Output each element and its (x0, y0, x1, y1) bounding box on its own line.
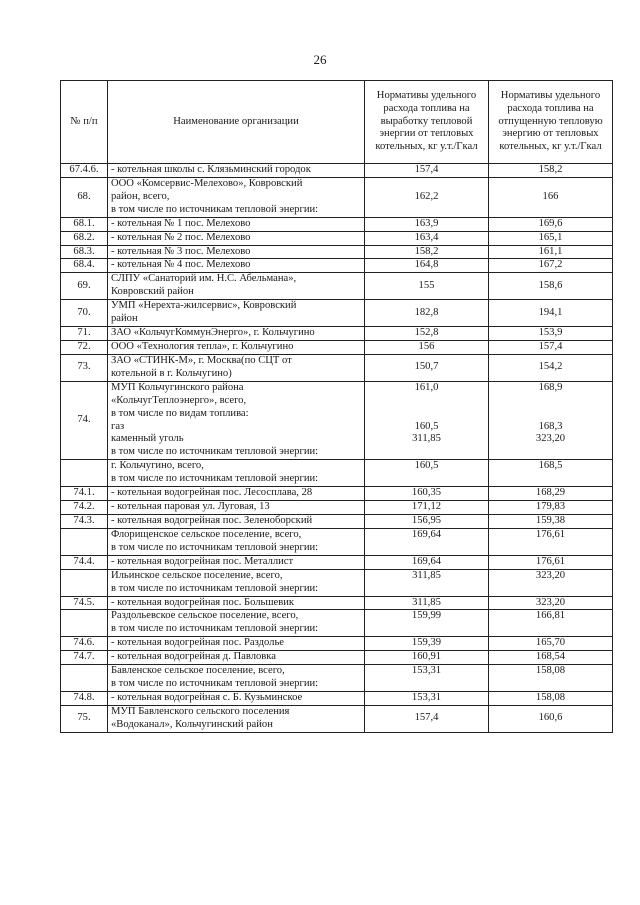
organization-name-line: МУП Бавленского сельского поселения (111, 705, 290, 717)
released-norm (489, 637, 613, 651)
organization-name-line: - котельная водогрейная пос. Большевик (111, 596, 295, 608)
released-norm-value (492, 542, 609, 555)
released-norm (489, 327, 613, 341)
organization-name (108, 245, 365, 259)
production-norm (365, 596, 489, 610)
organization-name (108, 460, 365, 487)
organization-name (108, 555, 365, 569)
released-norm (489, 501, 613, 515)
row-number: 69. (61, 273, 108, 300)
table-row (61, 691, 613, 705)
released-norm-value: 165,1 (538, 231, 563, 243)
released-norm-value: 153,9 (538, 327, 563, 339)
released-norm-value: 168,29 (535, 487, 566, 499)
released-norm (489, 514, 613, 528)
table-row (61, 528, 613, 555)
row-number: 75. (61, 705, 108, 732)
production-norm-value: 311,85 (412, 596, 441, 608)
released-norm (489, 231, 613, 245)
production-norm (365, 340, 489, 354)
organization-name (108, 528, 365, 555)
production-norm (365, 705, 489, 732)
table-row (61, 177, 613, 217)
production-norm-value (368, 446, 485, 459)
production-norm-value: 160,91 (411, 651, 442, 663)
production-norm (365, 259, 489, 273)
production-norm-value: 160,5 (414, 420, 439, 432)
row-number: 72. (61, 340, 108, 354)
released-norm (489, 300, 613, 327)
production-norm-value: 164,8 (414, 259, 439, 271)
organization-name (108, 514, 365, 528)
row-number: 74.4. (61, 555, 108, 569)
table-row (61, 596, 613, 610)
production-norm-value: 156,95 (411, 514, 442, 526)
released-norm (489, 555, 613, 569)
row-number: 74. (61, 381, 108, 460)
production-norm-value: 169,64 (411, 555, 442, 567)
production-norm-value: 157,4 (414, 712, 439, 724)
organization-name-line: МУП Кольчугинского района (111, 381, 244, 393)
table-row (61, 610, 613, 637)
production-norm (365, 245, 489, 259)
production-norm (365, 300, 489, 327)
norms-table (60, 80, 613, 733)
released-norm-value: 176,61 (535, 528, 566, 540)
released-norm-value: 194,1 (538, 306, 563, 318)
organization-name-line: ООО «Комсервис-Мелехово», Ковровский (111, 177, 303, 189)
released-norm-value (492, 408, 609, 421)
organization-name-line: - котельная № 1 пос. Мелехово (111, 217, 251, 229)
organization-name-line: в том числе по источникам тепловой энергии: (111, 203, 319, 215)
organization-name-line: Флорищенское сельское поселение, всего, (111, 528, 302, 540)
production-norm-value (368, 583, 485, 596)
organization-name-line: ЗАО «СТИНК-М», г. Москва(по СЦТ от (111, 354, 292, 366)
production-norm (365, 460, 489, 487)
organization-name-line: ООО «Технология тепла», г. Кольчугино (111, 340, 294, 352)
organization-name-line: каменный уголь (111, 433, 184, 445)
released-norm (489, 340, 613, 354)
organization-name-line: в том числе по источникам тепловой энергии: (111, 582, 319, 594)
released-norm-value: 168,54 (535, 651, 566, 663)
organization-name-line: - котельная № 2 пос. Мелехово (111, 231, 251, 243)
row-number: 71. (61, 327, 108, 341)
production-norm-value: 160,5 (414, 460, 439, 472)
production-norm (365, 177, 489, 217)
production-norm (365, 555, 489, 569)
row-number (61, 528, 108, 555)
production-norm (365, 610, 489, 637)
released-norm-value: 169,6 (538, 217, 563, 229)
production-norm-value: 163,9 (414, 217, 439, 229)
organization-name-line: в том числе по источникам тепловой энергии: (111, 541, 319, 553)
organization-name-line: Раздольевское сельское поселение, всего, (111, 610, 299, 622)
released-norm (489, 528, 613, 555)
table-header-row (61, 81, 613, 164)
organization-name-line: в том числе по источникам тепловой энергии: (111, 623, 319, 635)
row-number: 68.2. (61, 231, 108, 245)
released-norm (489, 665, 613, 692)
released-norm-value: 165,70 (535, 637, 566, 649)
released-norm (489, 651, 613, 665)
released-norm-value (492, 678, 609, 691)
production-norm (365, 354, 489, 381)
table-row (61, 245, 613, 259)
organization-name (108, 610, 365, 637)
released-norm-value: 159,38 (535, 514, 566, 526)
table-body (61, 164, 613, 733)
released-norm-value: 160,6 (538, 712, 563, 724)
released-norm-value: 154,2 (538, 361, 563, 373)
organization-name-line: - котельная водогрейная пос. Раздолье (111, 637, 284, 649)
production-norm-value: 156 (418, 340, 435, 352)
released-norm (489, 245, 613, 259)
organization-name (108, 340, 365, 354)
released-norm-value (492, 473, 609, 486)
organization-name-line: УМП «Нерехта-жилсервис», Ковровский (111, 300, 297, 312)
production-norm-value: 150,7 (414, 361, 439, 373)
released-norm (489, 273, 613, 300)
header-num: № п/п (61, 81, 108, 164)
production-norm (365, 381, 489, 460)
released-norm-value: 179,83 (535, 501, 566, 513)
production-norm-value: 171,12 (411, 501, 442, 513)
released-norm-value (492, 446, 609, 459)
organization-name-line: «КольчугТеплоэнерго», всего, (111, 394, 247, 406)
organization-name (108, 596, 365, 610)
organization-name (108, 487, 365, 501)
organization-name (108, 569, 365, 596)
row-number (61, 665, 108, 692)
organization-name (108, 637, 365, 651)
released-norm-value: 166 (542, 190, 559, 202)
table-row (61, 381, 613, 460)
row-number: 74.7. (61, 651, 108, 665)
organization-name-line: Ковровский район (111, 286, 194, 298)
row-number: 74.8. (61, 691, 108, 705)
table-row (61, 569, 613, 596)
production-norm-value: 182,8 (414, 306, 439, 318)
production-norm (365, 637, 489, 651)
organization-name (108, 665, 365, 692)
production-norm-value: 163,4 (414, 231, 439, 243)
organization-name-line: - котельная водогрейная д. Павловка (111, 651, 276, 663)
production-norm (365, 691, 489, 705)
row-number: 70. (61, 300, 108, 327)
row-number: 74.2. (61, 501, 108, 515)
organization-name-line: - котельная водогрейная пос. Металлист (111, 555, 294, 567)
table-row (61, 340, 613, 354)
production-norm-value: 161,0 (414, 381, 439, 393)
organization-name-line: «Водоканал», Кольчугинский район (111, 718, 273, 730)
organization-name (108, 381, 365, 460)
production-norm (365, 231, 489, 245)
released-norm-value: 158,08 (535, 665, 566, 677)
header-production-norm: Нормативы удельного расхода топлива на выработку тепловой энергии от тепловых котельных, кг у.т./Гкал (365, 81, 489, 164)
released-norm-value (492, 395, 609, 408)
table-row (61, 637, 613, 651)
released-norm-value: 157,4 (538, 340, 563, 352)
organization-name-line: - котельная № 4 пос. Мелехово (111, 259, 251, 271)
organization-name-line: в том числе по источникам тепловой энергии: (111, 678, 319, 690)
organization-name-line: район (111, 313, 138, 325)
released-norm-value: 168,9 (538, 381, 563, 393)
released-norm-value: 168,5 (538, 460, 563, 472)
production-norm (365, 651, 489, 665)
released-norm (489, 596, 613, 610)
released-norm (489, 217, 613, 231)
table-row (61, 217, 613, 231)
organization-name (108, 273, 365, 300)
released-norm (489, 691, 613, 705)
organization-name-line: в том числе по видам топлива: (111, 407, 249, 419)
production-norm-value: 157,4 (414, 164, 439, 175)
released-norm-value: 323,20 (535, 596, 566, 608)
released-norm (489, 381, 613, 460)
organization-name-line: - котельная водогрейная пос. Лесосплава, 28 (111, 487, 313, 499)
row-number: 68.4. (61, 259, 108, 273)
organization-name-line: район, всего, (111, 190, 170, 202)
production-norm-value: 159,99 (411, 610, 442, 622)
row-number: 68.1. (61, 217, 108, 231)
table-row (61, 460, 613, 487)
organization-name-line: - котельная водогрейная с. Б. Кузьминское (111, 691, 303, 703)
table-row (61, 665, 613, 692)
released-norm-value: 167,2 (538, 259, 563, 271)
production-norm-value: 158,2 (414, 245, 439, 257)
organization-name-line: - котельная паровая ул. Луговая, 13 (111, 501, 270, 513)
row-number: 74.1. (61, 487, 108, 501)
row-number: 68.3. (61, 245, 108, 259)
released-norm-value: 158,6 (538, 279, 563, 291)
row-number: 67.4.6. (61, 164, 108, 178)
released-norm (489, 610, 613, 637)
production-norm-value: 153,31 (411, 691, 442, 703)
production-norm-value (368, 623, 485, 636)
production-norm (365, 665, 489, 692)
organization-name (108, 651, 365, 665)
released-norm-value: 158,2 (538, 164, 563, 175)
released-norm-value: 166,81 (535, 610, 566, 622)
production-norm (365, 217, 489, 231)
page-number: 26 (313, 52, 327, 67)
released-norm-value (492, 623, 609, 636)
organization-name (108, 164, 365, 178)
table-row (61, 259, 613, 273)
production-norm-value: 162,2 (414, 190, 439, 202)
production-norm-value: 155 (418, 279, 435, 291)
header-name: Наименование организации (108, 81, 365, 164)
released-norm (489, 177, 613, 217)
organization-name-line: г. Кольчугино, всего, (111, 460, 204, 472)
organization-name-line: - котельная № 3 пос. Мелехово (111, 245, 251, 257)
organization-name-line: СЛПУ «Санаторий им. Н.С. Абельмана», (111, 273, 297, 285)
production-norm-value (368, 473, 485, 486)
table-row (61, 514, 613, 528)
production-norm (365, 528, 489, 555)
released-norm (489, 354, 613, 381)
organization-name-line: ЗАО «КольчугКоммунЭнерго», г. Кольчугино (111, 327, 315, 339)
table-row (61, 705, 613, 732)
row-number: 73. (61, 354, 108, 381)
released-norm-value: 323,20 (535, 569, 566, 581)
organization-name-line: Бавленское сельское поселение, всего, (111, 665, 285, 677)
row-number (61, 460, 108, 487)
organization-name (108, 231, 365, 245)
table-row (61, 501, 613, 515)
organization-name (108, 327, 365, 341)
production-norm-value: 152,8 (414, 327, 439, 339)
header-released-norm: Нормативы удельного расхода топлива на отпущенную тепловую энергию от тепловых котельных, кг у.т./Гкал (489, 81, 613, 164)
organization-name-line: - котельная водогрейная пос. Зеленоборский (111, 514, 313, 526)
production-norm-value: 311,85 (412, 433, 441, 445)
released-norm-value (492, 583, 609, 596)
organization-name (108, 354, 365, 381)
row-number (61, 569, 108, 596)
production-norm (365, 487, 489, 501)
organization-name (108, 691, 365, 705)
production-norm-value (368, 408, 485, 421)
organization-name (108, 300, 365, 327)
released-norm-value: 168,3 (538, 420, 563, 432)
organization-name (108, 501, 365, 515)
released-norm (489, 259, 613, 273)
released-norm (489, 487, 613, 501)
production-norm (365, 501, 489, 515)
organization-name-line: в том числе по источникам тепловой энергии: (111, 446, 319, 458)
production-norm-value (368, 395, 485, 408)
production-norm (365, 569, 489, 596)
table-row (61, 164, 613, 178)
production-norm-value: 153,31 (411, 665, 442, 677)
released-norm (489, 460, 613, 487)
organization-name-line: котельной в г. Кольчугино) (111, 367, 232, 379)
organization-name (108, 177, 365, 217)
organization-name-line: Ильинское сельское поселение, всего, (111, 569, 283, 581)
production-norm-value: 169,64 (411, 528, 442, 540)
row-number: 74.3. (61, 514, 108, 528)
production-norm (365, 327, 489, 341)
table-row (61, 231, 613, 245)
released-norm-value: 176,61 (535, 555, 566, 567)
production-norm (365, 514, 489, 528)
organization-name (108, 705, 365, 732)
table-row (61, 354, 613, 381)
organization-name-line: - котельная школы с. Клязьминский городок (111, 164, 311, 175)
row-number (61, 610, 108, 637)
production-norm-value: 311,85 (412, 569, 441, 581)
released-norm-value: 158,08 (535, 691, 566, 703)
released-norm-value: 161,1 (538, 245, 563, 257)
table-row (61, 555, 613, 569)
production-norm-value: 159,39 (411, 637, 442, 649)
released-norm (489, 705, 613, 732)
table-row (61, 487, 613, 501)
production-norm (365, 273, 489, 300)
row-number: 68. (61, 177, 108, 217)
organization-name-line: в том числе по источникам тепловой энергии: (111, 473, 319, 485)
released-norm (489, 569, 613, 596)
production-norm (365, 164, 489, 178)
table-row (61, 300, 613, 327)
released-norm (489, 164, 613, 178)
production-norm-value (368, 678, 485, 691)
production-norm-value (368, 542, 485, 555)
organization-name (108, 259, 365, 273)
table-row (61, 651, 613, 665)
production-norm-value: 160,35 (411, 487, 442, 499)
table-row (61, 273, 613, 300)
row-number: 74.6. (61, 637, 108, 651)
released-norm-value: 323,20 (535, 433, 566, 445)
organization-name (108, 217, 365, 231)
table-row (61, 327, 613, 341)
row-number: 74.5. (61, 596, 108, 610)
organization-name-line: газ (111, 420, 125, 432)
